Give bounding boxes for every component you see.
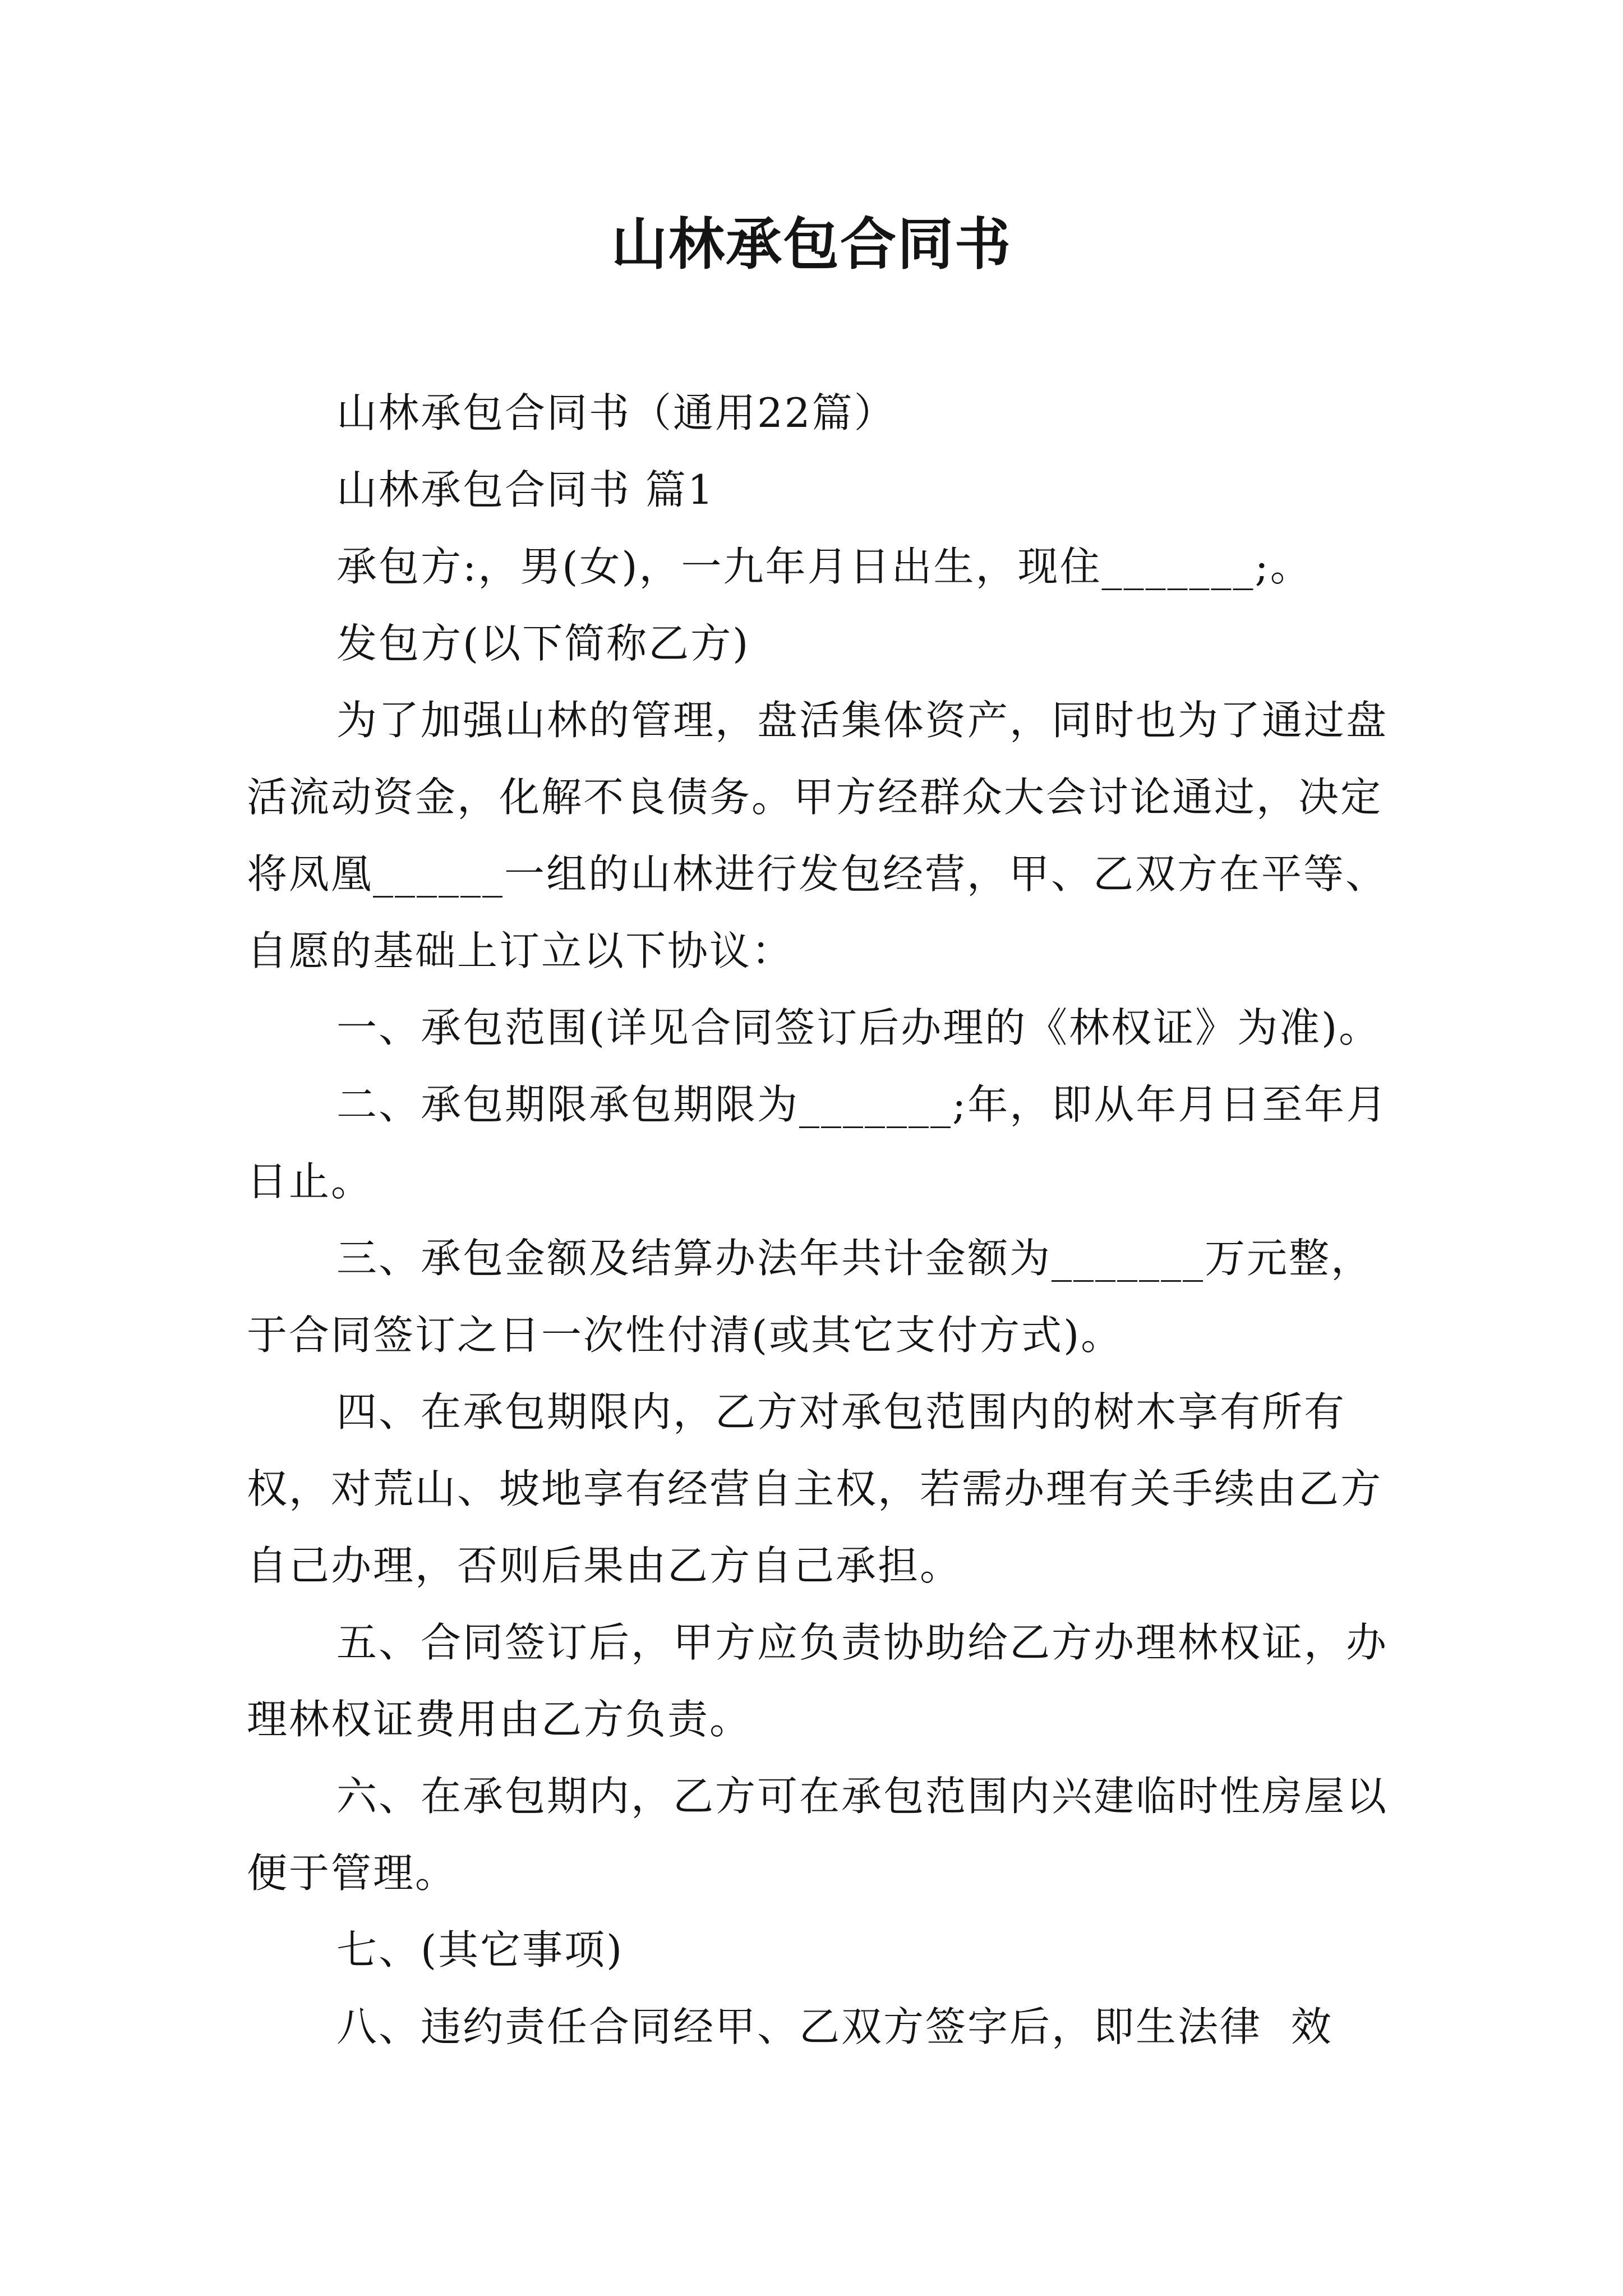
paragraph-subtitle: 山林承包合同书（通用22篇） <box>336 389 896 436</box>
paragraph-clause-7: 七、(其它事项) <box>336 1926 624 1973</box>
paragraph-clause-2: 二、承包期限承包期限为_______;年，即从年月日至年月日止。 <box>247 1081 1389 1205</box>
paragraph-clause-1: 一、承包范围(详见合同签订后办理的《林权证》为准)。 <box>336 1004 1381 1051</box>
paragraph-clause-4: 四、在承包期限内，乙方对承包范围内的树木享有所有权，对荒山、坡地享有经营自主权，若需办理有关手续由乙方自己办理，否则后果由乙方自己承担。 <box>247 1388 1383 1589</box>
paragraph-clause-5: 五、合同签订后，甲方应负责协助给乙方办理林权证，办理林权证费用由乙方负责。 <box>247 1619 1389 1743</box>
paragraph-clause-6: 六、在承包期内，乙方可在承包范围内兴建临时性房屋以便于管理。 <box>247 1773 1389 1897</box>
paragraph-clause-3: 三、承包金额及结算办法年共计金额为_______万元整，于合同签订之日一次性付清(或其它支付方式)。 <box>247 1235 1373 1359</box>
paragraph-clause-8: 八、违约责任合同经甲、乙双方签字后，即生法律 效 <box>336 2003 1333 2050</box>
paragraph-contractor: 承包方:，男(女)，一九年月日出生，现住_______;。 <box>336 543 1312 590</box>
paragraph-section-heading: 山林承包合同书 篇1 <box>336 466 715 513</box>
paragraph-preamble: 为了加强山林的管理，盘活集体资产，同时也为了通过盘活流动资金，化解不良债务。甲方经群众大会讨论通过，决定将凤凰______一组的山林进行发包经营，甲、乙双方在平等、自愿的基础上订立以下协议： <box>247 697 1389 974</box>
paragraph-issuer: 发包方(以下简称乙方) <box>336 620 750 667</box>
document-body <box>247 375 1391 2065</box>
document-title: 山林承包合同书 <box>611 211 1012 277</box>
